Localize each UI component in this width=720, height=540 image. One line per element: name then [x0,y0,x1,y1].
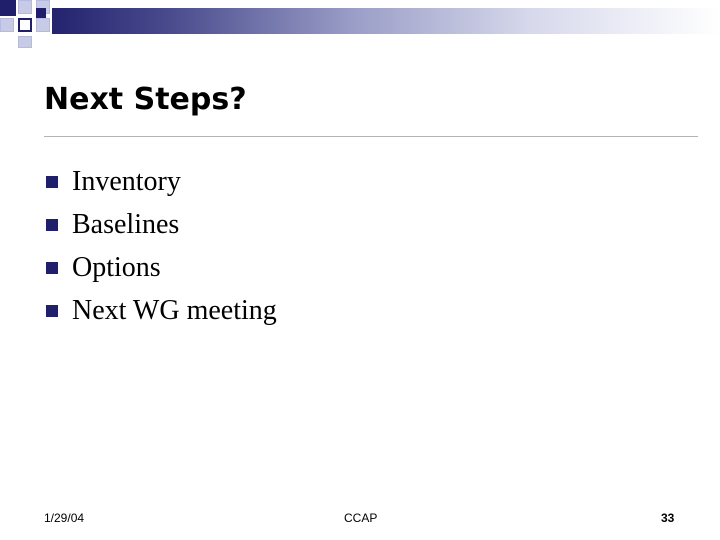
corner-square-light [18,36,32,48]
slide-title: Next Steps? [44,82,247,117]
corner-square-dark [36,8,46,18]
corner-square-outline [18,18,32,32]
corner-square-light [36,18,50,32]
title-divider [44,136,698,137]
square-bullet-icon [46,262,58,274]
bullet-item [44,203,277,246]
bullet-text: Inventory [72,165,181,197]
bullet-item [44,289,277,332]
bullet-item [44,246,277,289]
corner-square-light [18,0,32,14]
page-number: 33 [661,511,675,525]
corner-square-dark [0,0,16,16]
bullet-text: Next WG meeting [72,294,277,326]
bullet-list [44,160,277,332]
square-bullet-icon [46,305,58,317]
square-bullet-icon [46,176,58,188]
footer-organization: CCAP [344,511,378,525]
bullet-text: Options [72,251,161,283]
bullet-text: Baselines [72,208,180,240]
footer-date: 1/29/04 [44,511,85,525]
square-bullet-icon [46,219,58,231]
corner-square-light [0,18,14,32]
bullet-item [44,160,277,203]
header-gradient-bar [52,8,720,34]
